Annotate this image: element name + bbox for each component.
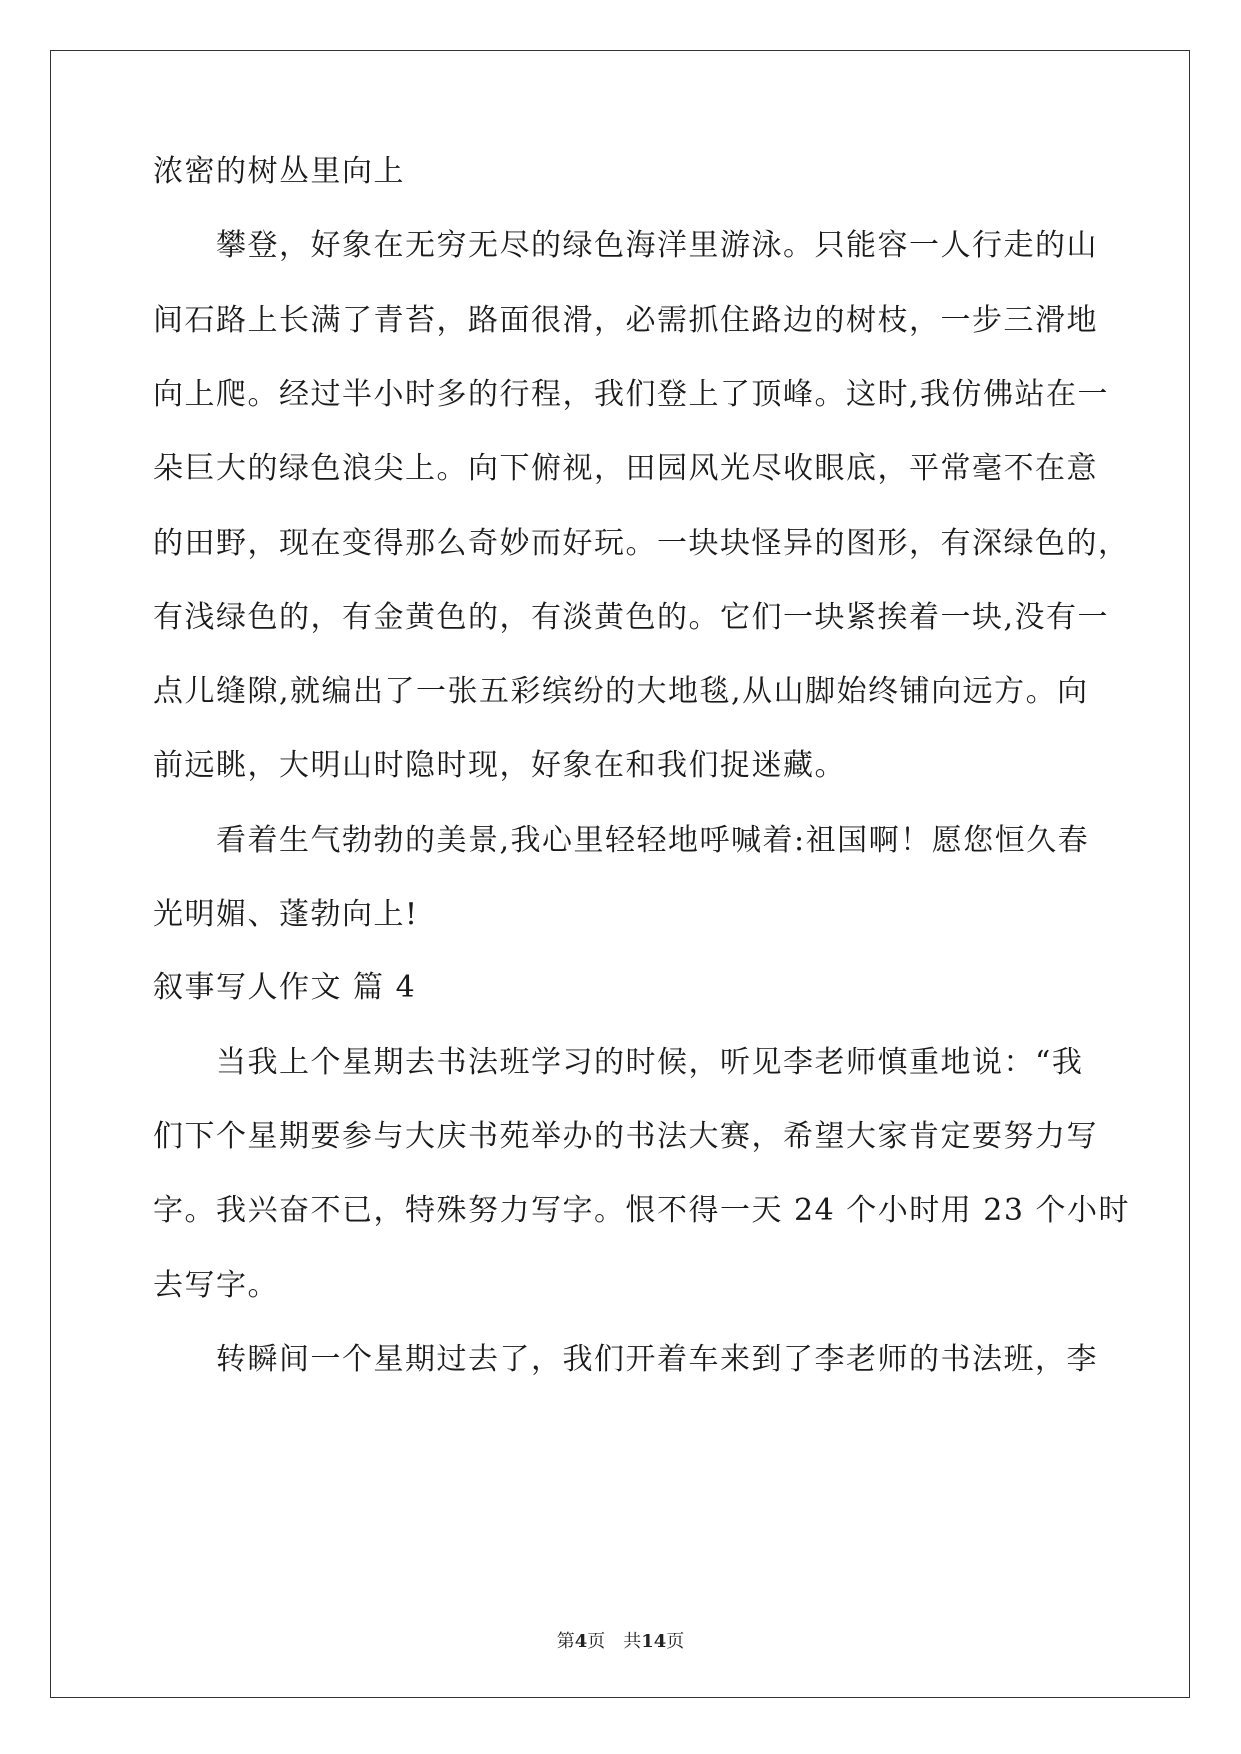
text-line: 字。我兴奋不已，特殊努力写字。恨不得一天 24 个小时用 23 个小时 (153, 1193, 1130, 1228)
text-line: 点儿缝隙,就编出了一张五彩缤纷的大地毯,从山脚始终铺向远方。向 (153, 674, 1089, 709)
footer-mid: 页 共 (587, 1631, 642, 1652)
text-line: 浓密的树丛里向上 (153, 154, 405, 189)
text-line: 们下个星期要参与大庆书苑举办的书法大赛，希望大家肯定要努力写 (153, 1119, 1098, 1154)
section-heading: 叙事写人作文 篇 4 (153, 970, 417, 1005)
page-border (50, 50, 1190, 1698)
text-line: 向上爬。经过半小时多的行程，我们登上了顶峰。这时,我仿佛站在一 (153, 377, 1110, 412)
text-line: 朵巨大的绿色浪尖上。向下俯视，田园风光尽收眼底，平常毫不在意 (153, 451, 1098, 486)
text-line: 间石路上长满了青苔，路面很滑，必需抓住路边的树枝，一步三滑地 (153, 303, 1098, 338)
page-footer (0, 1630, 1241, 1654)
text-line: 当我上个星期去书法班学习的时候，听见李老师慎重地说：“我 (153, 1045, 1084, 1080)
text-line: 去写字。 (153, 1268, 279, 1303)
text-line: 前远眺，大明山时隐时现，好象在和我们捉迷藏。 (153, 748, 846, 783)
text-line: 的田野，现在变得那么奇妙而好玩。一块块怪异的图形，有深绿色的， (153, 526, 1130, 561)
text-line: 攀登，好象在无穷无尽的绿色海洋里游泳。只能容一人行走的山 (153, 228, 1098, 263)
text-line: 转瞬间一个星期过去了，我们开着车来到了李老师的书法班，李 (153, 1342, 1098, 1377)
text-line: 有浅绿色的，有金黄色的，有淡黄色的。它们一块紧挨着一块,没有一 (153, 600, 1110, 635)
text-line: 光明媚、蓬勃向上! (153, 897, 419, 932)
page-number: 4 (574, 1631, 588, 1652)
text-line: 看着生气勃勃的美景,我心里轻轻地呼喊着:祖国啊！愿您恒久春 (153, 823, 1090, 858)
footer-prefix: 第 (556, 1631, 575, 1652)
total-pages: 14 (641, 1631, 667, 1652)
footer-suffix: 页 (666, 1631, 685, 1652)
